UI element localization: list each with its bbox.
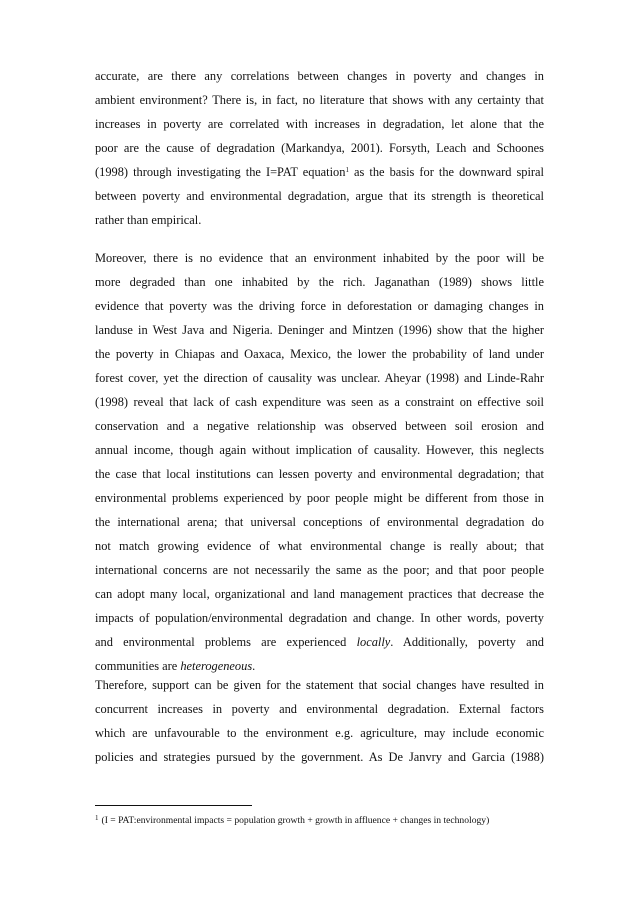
text-line: forest cover, yet the direction of causality was unclear. Aheyar (1998) and Linde-Rahr [95,371,544,385]
text-line: more degraded than one inhabited by the rich. Jaganathan (1989) shows little [95,275,544,289]
text-line: can adopt many local, organizational and land management practices that decrease the [95,587,544,601]
text-line: (1998) reveal that lack of cash expenditure was seen as a constraint on effective soil [95,395,544,409]
text-line: communities are heterogeneous. [95,659,256,673]
footnote-divider [95,805,252,806]
text-line: rather than empirical. [95,213,202,227]
text-line: (1998) through investigating the I=PAT equation$^1$ as the basis for the downward spiral [95,165,544,179]
text-line: landuse in West Java and Nigeria. Deninger and Mintzen (1996) show that the higher [95,323,544,337]
text-line: the poverty in Chiapas and Oaxaca, Mexico, the lower the probability of land under [95,347,544,361]
text-line: Therefore, support can be given for the statement that social changes have resulted in [95,678,544,692]
footnote-marker: 1 [95,814,99,822]
text-line: environmental problems experienced by poor people might be different from those in [95,491,544,505]
footnote [95,815,544,827]
emphasis-text: heterogeneous [180,659,253,673]
text-line: annual income, though again without implication of causality. However, this neglects [95,443,544,457]
footnote-text: (I = PAT:environmental impacts = population growth + growth in affluence + changes in technology) [101,815,490,826]
text-line: poor are the cause of degradation (Markandya, 2001). Forsyth, Leach and Schoones [95,141,544,155]
text-line: international concerns are not necessarily the same as the poor; and that poor people [95,563,544,577]
text-line: increases in poverty are correlated with increases in degradation, let alone that the [95,117,544,131]
text-line: between poverty and environmental degradation, argue that its strength is theoretical [95,189,544,203]
text-line: the case that local institutions can lessen poverty and environmental degradation; that [95,467,544,481]
text-line: accurate, are there any correlations between changes in poverty and changes in [95,69,544,83]
text-line: policies and strategies pursued by the government. As De Janvry and Garcia (1988) [95,750,544,764]
text-line: evidence that poverty was the driving force in deforestation or damaging changes in [95,299,544,313]
emphasis-text: locally [356,635,391,649]
text-line: impacts of population/environmental degradation and change. In other words, poverty [95,611,544,625]
text-line: not match growing evidence of what environmental change is really about; that [95,539,544,553]
text-line: which are unfavourable to the environment e.g. agriculture, may include economic [95,726,544,740]
text-line: Moreover, there is no evidence that an environment inhabited by the poor will be [95,251,544,265]
text-line: and environmental problems are experienced locally. Additionally, poverty and [95,635,544,649]
text-line: concurrent increases in poverty and environmental degradation. External factors [95,702,544,716]
text-line: conservation and a negative relationship was observed between soil erosion and [95,419,544,433]
text-line: ambient environment? There is, in fact, no literature that shows with any certainty that [95,93,544,107]
footnote-reference: 1 [345,166,349,174]
text-line: the international arena; that universal conceptions of environmental degradation do [95,515,544,529]
